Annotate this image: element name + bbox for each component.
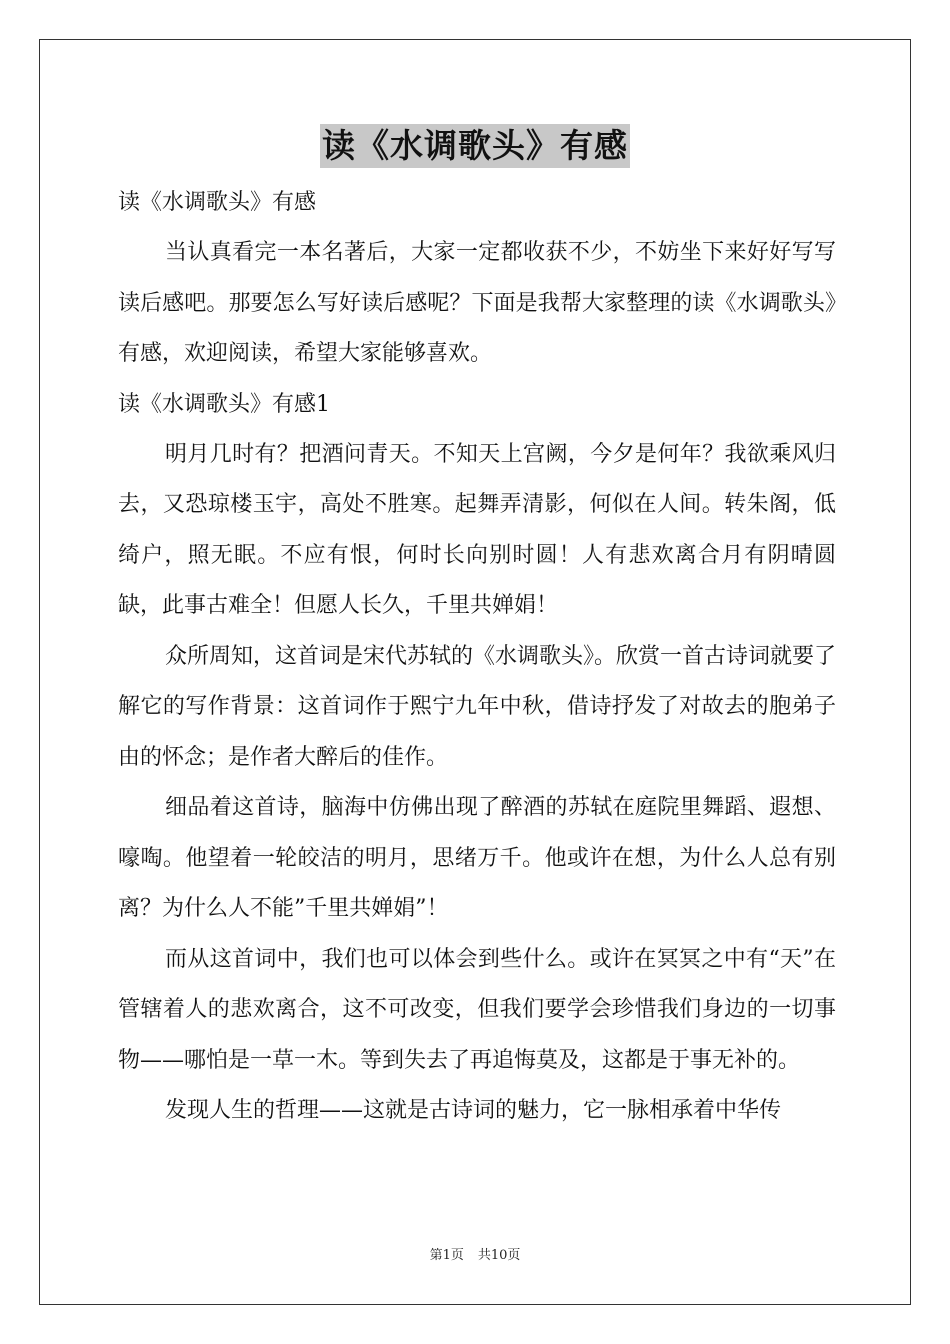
imagery-paragraph: 细品着这首诗，脑海中仿佛出现了醉酒的苏轼在庭院里舞蹈、遐想、嚎啕。他望着一轮皎洁的明月，思绪万千。他或许在想，为什么人总有别离？为什么人不能”千里共婵娟”！ — [118, 795, 836, 921]
poem-paragraph: 明月几时有？把酒问青天。不知天上宫阙，今夕是何年？我欲乘风归去，又恐琼楼玉宇，高处不胜寒。起舞弄清影，何似在人间。转朱阁，低绮户，照无眠。不应有恨，何时长向别时圆！人有悲欢离合月有阴晴圆缺，此事古难全！但愿人长久，千里共婵娟！ — [118, 441, 836, 618]
title-wrap — [0, 124, 950, 168]
subtitle: 读《水调歌头》有感 — [118, 190, 317, 215]
document-title: 读《水调歌头》有感 — [320, 124, 630, 168]
section-heading: 读《水调歌头》有感1 — [118, 391, 330, 417]
intro-paragraph: 当认真看完一本名著后，大家一定都收获不少，不妨坐下来好好写写读后感吧。那要怎么写好读后感呢？下面是我帮大家整理的读《水调歌头》有感，欢迎阅读，希望大家能够喜欢。 — [118, 240, 836, 366]
background-paragraph: 众所周知，这首词是宋代苏轼的《水调歌头》。欣赏一首古诗词就要了解它的写作背景：这首词作于熙宁九年中秋，借诗抒发了对故去的胞弟子由的怀念；是作者大醉后的佳作。 — [118, 643, 837, 770]
conclusion-paragraph: 发现人生的哲理——这就是古诗词的魅力，它一脉相承着中华传 — [165, 1098, 782, 1123]
reflection-paragraph: 而从这首词中，我们也可以体会到些什么。或许在冥冥之中有“天”在管辖着人的悲欢离合，这不可改变，但我们要学会珍惜我们身边的一切事物——哪怕是一草一木。等到失去了再追悔莫及，这都是于事无补的。 — [118, 946, 836, 1073]
page-total: 共10页 — [477, 1248, 521, 1263]
document-body — [118, 178, 836, 1137]
page-footer — [0, 1246, 950, 1266]
page-number: 第1页 — [429, 1248, 464, 1263]
